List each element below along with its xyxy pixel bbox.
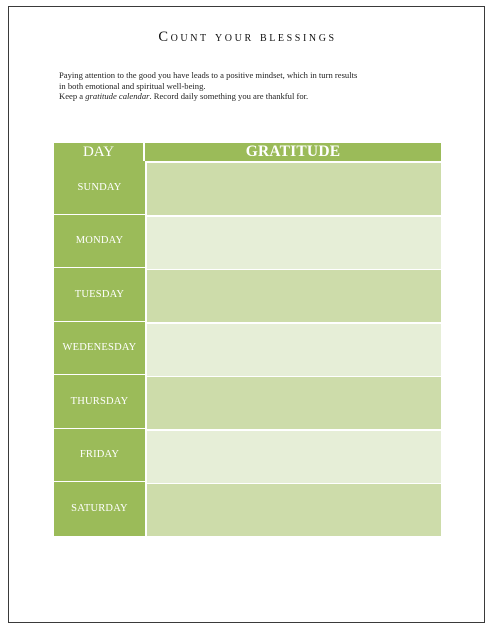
gratitude-cell-monday[interactable] <box>147 217 441 269</box>
table-body <box>54 161 441 536</box>
day-column <box>54 161 145 536</box>
intro-line-2: in both emotional and spiritual well-being. <box>59 80 206 91</box>
intro-text <box>59 70 459 102</box>
day-cell-thursday: THURSDAY <box>54 375 145 429</box>
intro-line-3-suffix: . Record daily something you are thankful for. <box>149 91 309 101</box>
day-cell-monday: MONDAY <box>54 215 145 269</box>
intro-line-1: Paying attention to the good you have leads to a positive mindset, which in turn results <box>59 70 358 80</box>
header-gratitude: GRATITUDE <box>145 143 441 161</box>
day-cell-saturday: SATURDAY <box>71 503 128 515</box>
page-title: Count your blessings <box>158 29 337 45</box>
day-cell-sunday: SUNDAY <box>54 161 145 215</box>
gratitude-cell-friday[interactable] <box>147 431 441 483</box>
intro-line-3-italic: gratitude calendar <box>85 91 150 101</box>
day-cell-friday: FRIDAY <box>54 429 145 483</box>
gratitude-cell-thursday[interactable] <box>147 377 441 429</box>
gratitude-cell-tuesday[interactable] <box>147 270 441 322</box>
intro-line-3-prefix: Keep a <box>59 91 86 101</box>
gratitude-cell-sunday[interactable] <box>147 163 441 215</box>
day-cell-tuesday: TUESDAY <box>54 268 145 322</box>
header-day: DAY <box>54 143 145 161</box>
gratitude-column <box>145 161 441 536</box>
gratitude-cell-saturday[interactable] <box>147 484 441 536</box>
gratitude-cell-wednesday[interactable] <box>147 324 441 376</box>
intro-line-3 <box>59 91 459 102</box>
table-header-row <box>54 143 441 161</box>
day-cell-wednesday: WEDENESDAY <box>54 322 145 376</box>
gratitude-table <box>54 143 441 536</box>
